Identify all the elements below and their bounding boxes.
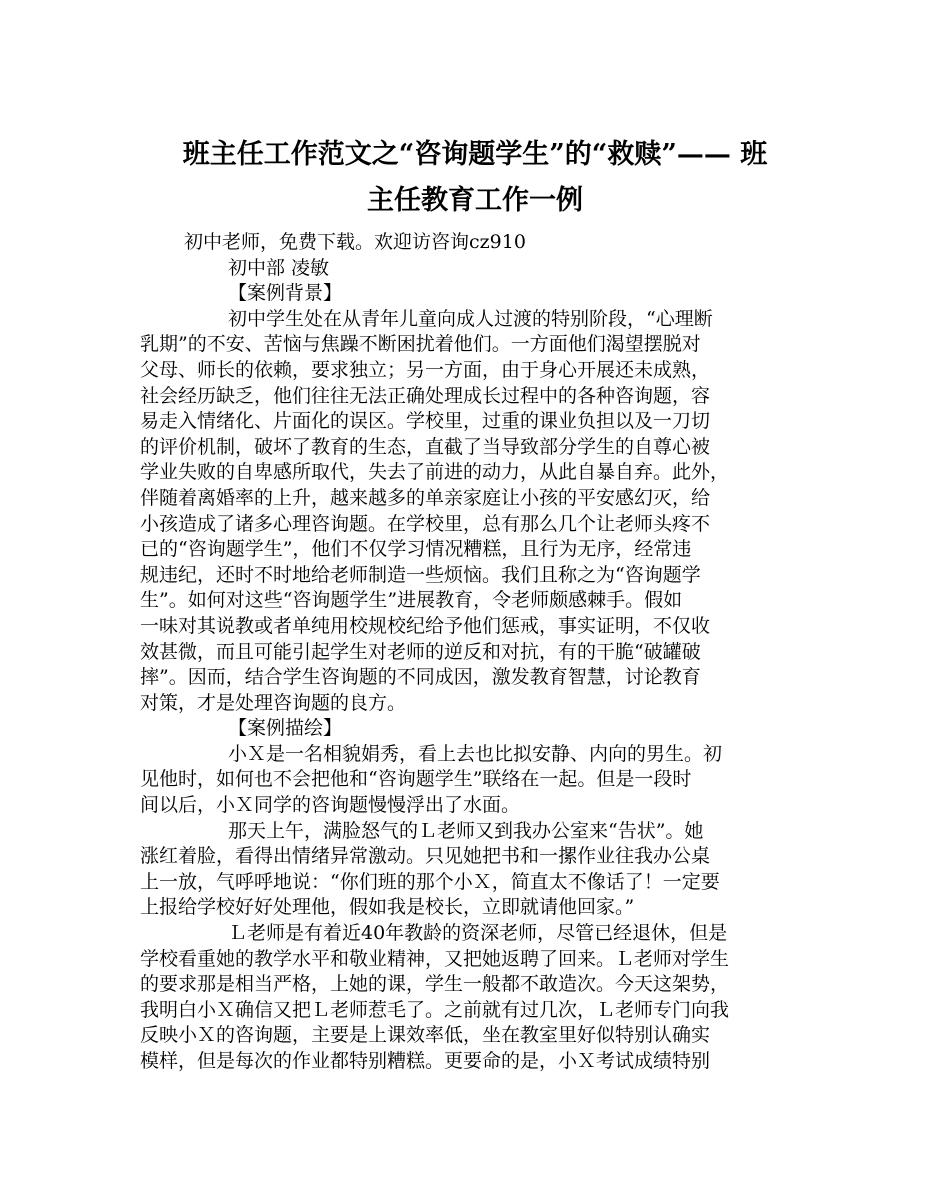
text-line: 摔”。因而，结合学生咨询题的不同成因，激发教育智慧，讨论教育 [140,666,701,689]
text-line: 间以后，小Ｘ同学的咨询题慢慢浮出了水面。 [140,794,521,817]
text-line: 社会经历缺乏，他们往往无法正确处理成长过程中的各种咨询题，容 [140,384,711,407]
author-line: 初中部 凌敏 [228,256,330,279]
text-line: 伴随着离婚率的上升，越来越多的单亲家庭让小孩的平安感幻灭，给 [140,486,711,509]
text-line: 涨红着脸，看得出情绪异常激动。只见她把书和一摞作业往我办公桌 [140,845,711,868]
text-line: 见他时，如何也不会把他和“咨询题学生”联络在一起。但是一段时 [140,768,692,791]
text-line: 初中学生处在从青年儿童向成人过渡的特别阶段，“心理断 [228,307,713,330]
text-line: 规违纪，还时不时地给老师制造一些烦恼。我们且称之为“咨询题学 [140,563,701,586]
text-line: 父母、师长的依赖，要求独立；另一方面，由于身心开展还未成熟， [140,358,711,381]
section-heading-background: 【案例背景】 [228,282,343,305]
title-line-2: 主任教育工作一例 [367,185,583,216]
text-line: 的评价机制，破坏了教育的生态，直截了当导致部分学生的自尊心被 [140,435,711,458]
text-line: 的要求那是相当严格，上她的课，学生一般都不敢造次。今天这架势， [140,973,730,996]
text-line: 反映小Ｘ的咨询题，主要是上课效率低，坐在教室里好似特别认确实 [140,1024,711,1047]
text-line: 我明白小Ｘ确信又把Ｌ老师惹毛了。之前就有过几次，Ｌ老师专门向我 [140,998,730,1021]
document-body [140,230,824,1075]
text-line: 模样，但是每次的作业都特别糟糕。更要命的是，小Ｘ考试成绩特别 [140,1050,711,1072]
text-line: 对策，才是处理咨询题的良方。 [140,691,407,714]
text-line: 易走入情绪化、片面化的误区。学校里，过重的课业负担以及一刀切 [140,410,711,433]
text-line: 小Ｘ是一名相貌娟秀，看上去也比拟安静、内向的男生。初 [228,742,723,765]
text-line: 上一放，气呼呼地说：“你们班的那个小Ｘ，简直太不像话了！一定要 [140,870,720,893]
text-line: Ｌ老师是有着近40年教龄的资深老师，尽管已经退休，但是 [228,922,728,945]
text-line: 效甚微，而且可能引起学生对老师的逆反和对抗，有的干脆“破罐破 [140,640,701,663]
document-title [140,132,810,224]
text-line: 小孩造成了诸多心理咨询题。在学校里，总有那么几个让老师头疼不 [140,512,711,535]
title-line-1: 班主任工作范文之“咨询题学生”的“救赎”—— 班 [182,139,768,170]
section-heading-description: 【案例描绘】 [228,717,343,740]
text-line: 生”。如何对这些“咨询题学生”进展教育，令老师颇感棘手。假如 [140,589,683,612]
text-line: 那天上午，满脸怒气的Ｌ老师又到我办公室来“告状”。她 [228,819,704,842]
text-line: 学业失败的自卑感所取代，失去了前进的动力，从此自暴自弃。此外， [140,461,730,484]
intro-line: 初中老师，免费下载。欢迎访咨询cz910 [184,231,526,253]
text-line: 已的“咨询题学生”，他们不仅学习情况糟糕，且行为无序，经常违 [140,538,692,561]
text-line: 一味对其说教或者单纯用校规校纪给予他们惩戒，事实证明，不仅收 [140,614,711,637]
text-line: 乳期”的不安、苦恼与焦躁不断困扰着他们。一方面他们渴望摆脱对 [140,333,701,356]
text-line: 上报给学校好好处理他，假如我是校长，立即就请他回家。” [140,896,635,919]
text-line: 学校看重她的教学水平和敬业精神，又把她返聘了回来。Ｌ老师对学生 [140,947,730,970]
